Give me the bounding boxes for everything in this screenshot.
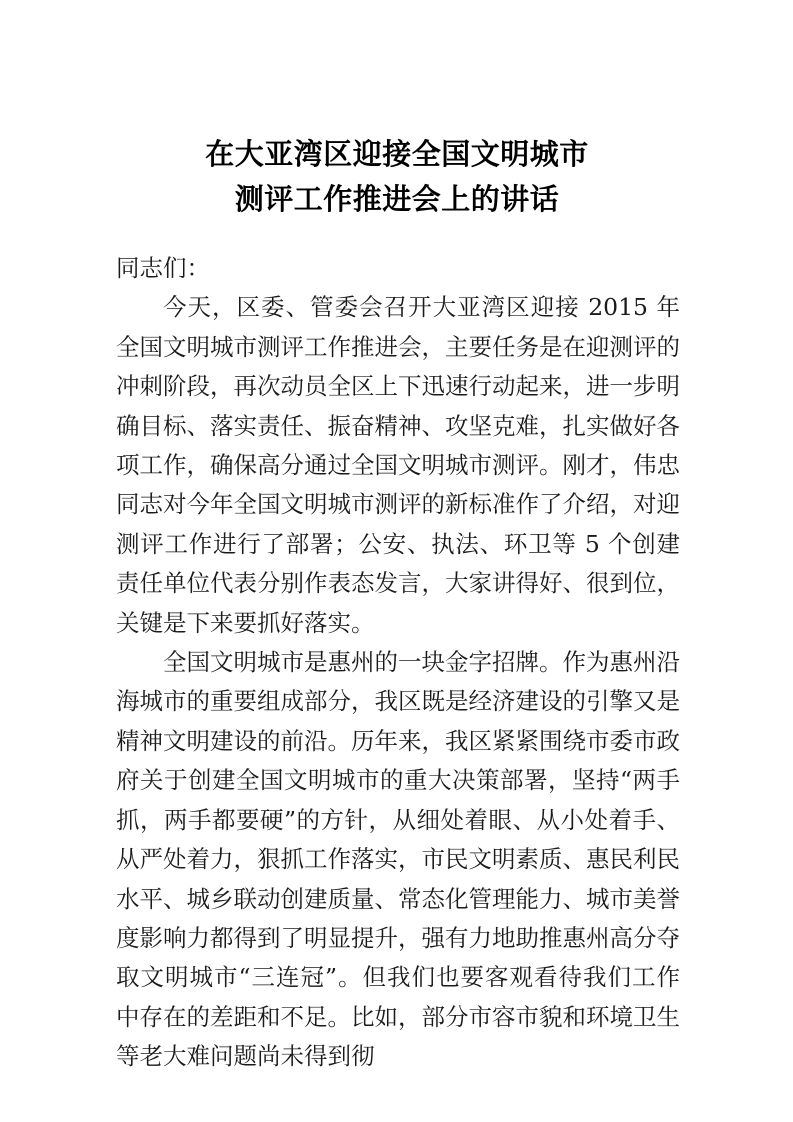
salutation-line: 同志们：	[116, 254, 210, 282]
body-paragraph-1: 今天，区委、管委会召开大亚湾区迎接 2015 年全国文明城市测评工作推进会，主要任务是在迎测评的冲刺阶段，再次动员全区上下迅速行动起来，进一步明确目标、落实责任、振奋精神、攻坚克难，扎实做好各项工作，确保高分通过全国文明城市测评。刚才，伟忠同志对今年全国文明城市测评的新标准作了介绍，对迎测评工作进行了部署；公安、执法、环卫等 5 个创建责任单位代表分别作表态发言，大家讲得好、很到位，关键是下来要抓好落实。	[116, 293, 680, 637]
document-body	[116, 249, 680, 1077]
page-title	[116, 132, 678, 222]
body-paragraph-2: 全国文明城市是惠州的一块金字招牌。作为惠州沿海城市的重要组成部分，我区既是经济建设的引擎又是精神文明建设的前沿。历年来，我区紧紧围绕市委市政府关于创建全国文明城市的重大决策部署，坚持“两手抓，两手都要硬”的方针，从细处着眼、从小处着手、从严处着力，狠抓工作落实，市民文明素质、惠民利民水平、城乡联动创建质量、常态化管理能力、城市美誉度影响力都得到了明显提升，强有力地助推惠州高分夺取文明城市“三连冠”。但我们也要客观看待我们工作中存在的差距和不足。比如，部分市容市貌和环境卫生等老大难问题尚未得到彻	[116, 648, 680, 1071]
page-title-line-2: 测评工作推进会上的讲话	[234, 182, 560, 216]
page-title-line-1: 在大亚湾区迎接全国文明城市	[205, 137, 589, 171]
